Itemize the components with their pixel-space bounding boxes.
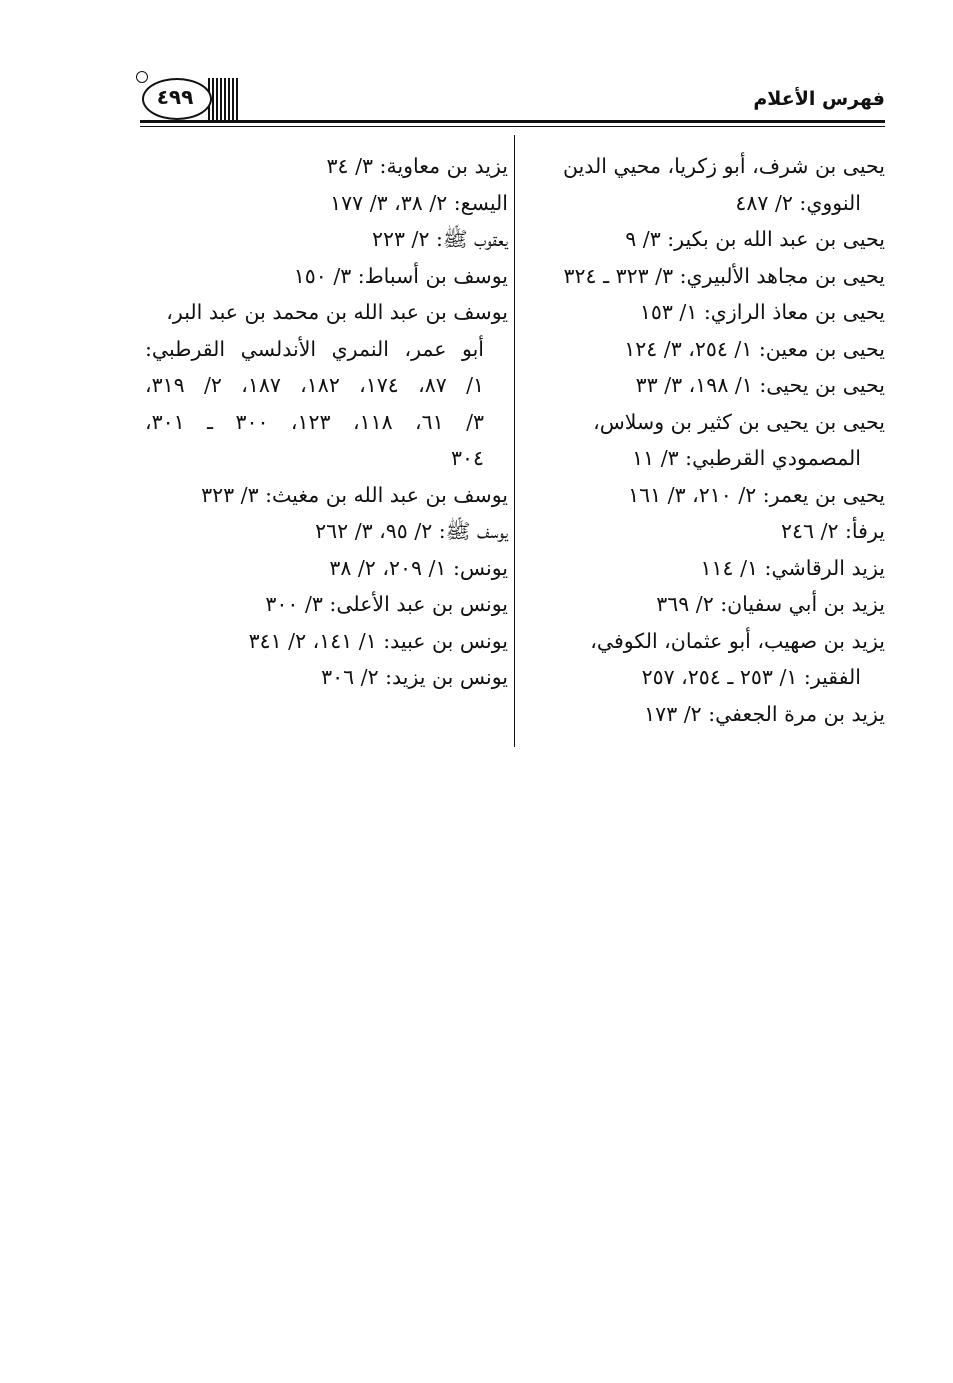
decorative-bars	[208, 78, 240, 120]
index-entry	[522, 550, 885, 587]
entry-line: يوسف بن أسباط: ٣/ ١٥٠	[293, 263, 508, 288]
entry-continuation-line: ٣٠٤	[450, 446, 484, 470]
entry-line: يزيد بن مرة الجعفي: ٢/ ١٧٣	[644, 701, 885, 726]
entry-line: يحيى بن معاذ الرازي: ١/ ١٥٣	[639, 300, 885, 324]
entry-line: يحيى بن يحيى: ١/ ١٩٨، ٣/ ٣٣	[635, 373, 885, 397]
page-title: فهرس الأعلام	[753, 88, 885, 110]
entry-line: يونس بن عبيد: ١/ ١٤١، ٢/ ٣٤١	[248, 628, 508, 653]
index-entry	[145, 477, 508, 514]
index-entry	[522, 513, 885, 550]
index-entry	[522, 367, 885, 404]
entry-line: يونس بن يزيد: ٢/ ٣٠٦	[321, 665, 508, 689]
entry-line: يحيى بن معين: ١/ ٢٥٤، ٣/ ١٢٤	[624, 336, 885, 361]
entry-continuation-line: الفقير: ١/ ٢٥٣ ـ ٢٥٤، ٢٥٧	[641, 665, 861, 689]
page-header	[140, 70, 885, 128]
entry-line: يزيد الرقاشي: ١/ ١١٤	[700, 555, 885, 580]
entry-line: يوسف بن عبد الله بن مغيث: ٣/ ٣٢٣	[201, 482, 508, 507]
index-entry	[522, 404, 885, 477]
index-column-right	[522, 148, 885, 732]
header-rule-thin	[140, 126, 885, 127]
entry-line: يحيى بن يحيى بن كثير بن وسلاس،	[593, 409, 885, 434]
index-entry	[145, 221, 508, 258]
entry-line: يحيى بن مجاهد الألبيري: ٣/ ٣٢٣ ـ ٣٢٤	[563, 263, 885, 288]
entry-line: يوسف ﷺ: ٢/ ٩٥، ٣/ ٢٦٢	[315, 519, 508, 543]
index-entry	[522, 331, 885, 368]
index-entry	[522, 258, 885, 295]
header-rule	[140, 120, 885, 123]
entry-line: يزيد بن معاوية: ٣/ ٣٤	[326, 154, 508, 178]
entry-line: يونس: ١/ ٢٠٩، ٢/ ٣٨	[329, 555, 508, 580]
index-entry	[145, 623, 508, 660]
entry-continuation-line: المصمودي القرطبي: ٣/ ١١	[632, 446, 861, 470]
entry-line: يحيى بن يعمر: ٢/ ٢١٠، ٣/ ١٦١	[628, 482, 885, 507]
entry-continuation-line: ١/ ٨٧، ١٧٤، ١٨٢، ١٨٧، ٢/ ٣١٩،	[145, 373, 484, 397]
page-number: ٤٩٩	[156, 85, 194, 109]
entry-line: يونس بن عبد الأعلى: ٣/ ٣٠٠	[265, 592, 508, 616]
entry-line: يزيد بن صهيب، أبو عثمان، الكوفي،	[590, 628, 885, 653]
entry-line: يرفأ: ٢/ ٢٤٦	[781, 519, 885, 543]
entry-line: اليسع: ٢/ ٣٨، ٣/ ١٧٧	[330, 190, 508, 215]
index-entry	[145, 513, 508, 550]
index-entry	[145, 586, 508, 623]
entry-continuation-line: النووي: ٢/ ٤٨٧	[735, 190, 861, 215]
index-entry	[145, 659, 508, 696]
index-column-left	[145, 148, 508, 696]
index-entry	[522, 623, 885, 696]
index-entry	[522, 221, 885, 258]
index-entry	[145, 148, 508, 185]
index-entry	[522, 586, 885, 623]
index-entry	[522, 477, 885, 514]
entry-line: يوسف بن عبد الله بن محمد بن عبد البر،	[166, 300, 508, 324]
page-number-badge	[142, 78, 238, 118]
entry-line: يحيى بن شرف، أبو زكريا، محيي الدين	[562, 154, 885, 178]
index-entry	[522, 294, 885, 331]
entry-line: يحيى بن عبد الله بن بكير: ٣/ ٩	[625, 227, 885, 251]
index-entry	[522, 148, 885, 221]
entry-continuation-line: ٣/ ٦١، ١١٨، ١٢٣، ٣٠٠ ـ ٣٠١،	[145, 409, 484, 434]
entry-line: يزيد بن أبي سفيان: ٢/ ٣٦٩	[656, 592, 885, 616]
index-entry	[145, 550, 508, 587]
index-entry	[522, 696, 885, 733]
entry-line: يعقوب ﷺ: ٢/ ٢٢٣	[371, 227, 508, 251]
entry-continuation-line: أبو عمر، النمري الأندلسي القرطبي:	[145, 336, 484, 361]
index-entry	[145, 185, 508, 222]
index-entry	[145, 258, 508, 295]
column-divider	[514, 135, 515, 747]
index-entry	[145, 294, 508, 477]
